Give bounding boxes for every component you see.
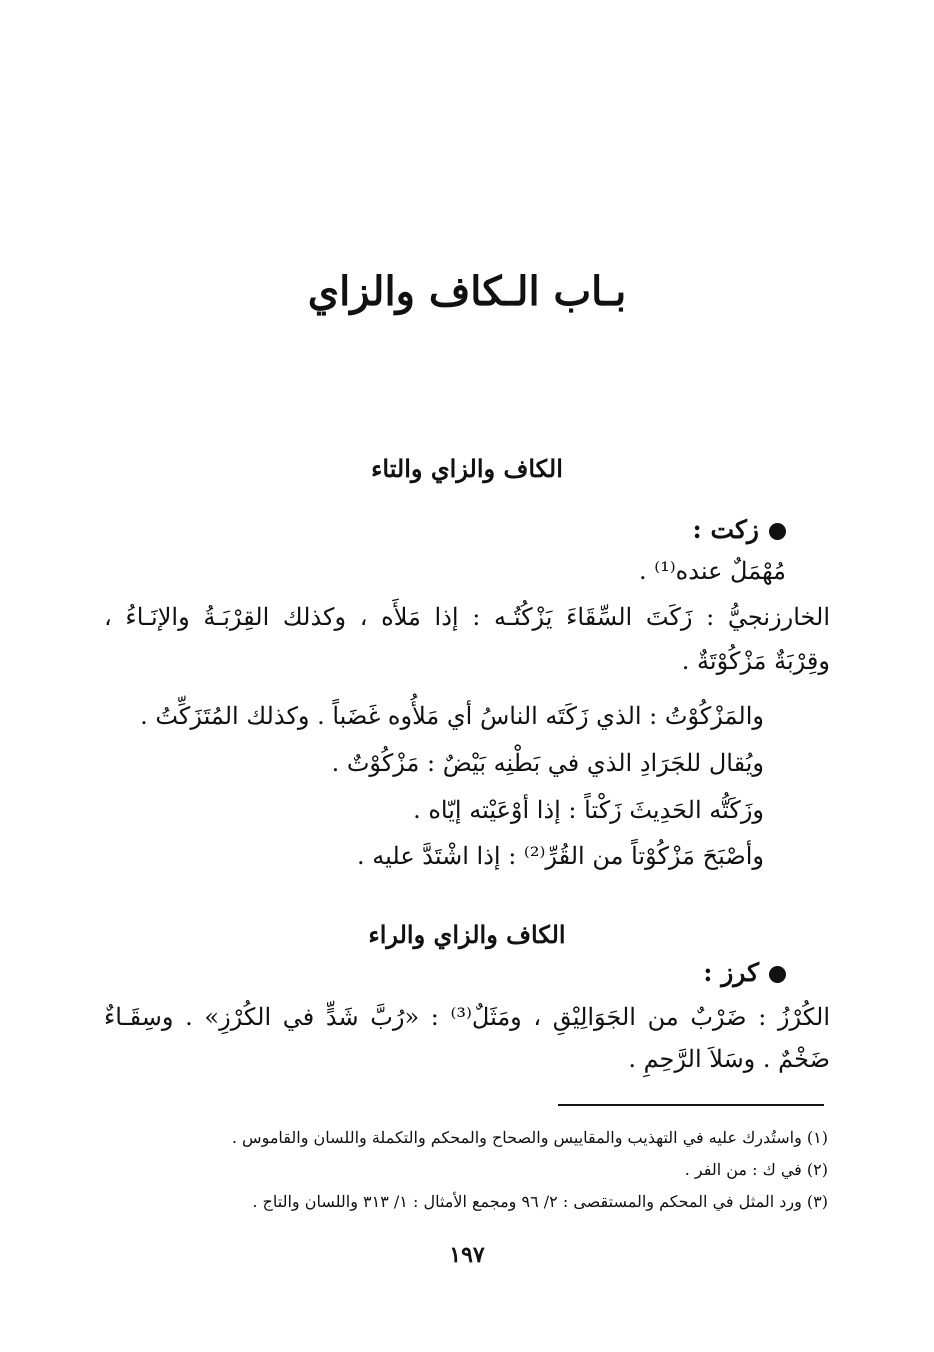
footnote: (١) واستُدرك عليه في التهذيب والمقاييس والصحاح والمحكم والتكملة واللسان والقاموس . xyxy=(231,1128,828,1147)
page-number: ١٩٧ xyxy=(449,1242,485,1268)
bullet-icon xyxy=(769,523,786,540)
entry-line: الخارزنجيُّ : زَكَتَ السِّقَاءَ يَزْكُتُـه : إذا مَلأَه ، وكذلك القِرْبَـةُ والإنَـاءُ ، xyxy=(104,603,830,631)
entry-root-label: كرز : xyxy=(703,958,759,987)
entry-head-zkt xyxy=(693,515,786,544)
entry-line: الكُرْزُ : ضَرْبٌ من الجَوَالِيْقِ ، ومَثَلٌ⁽³⁾ : «رُبَّ شَدٍّ في الكُرْزِ» . وسِقَـاءٌ xyxy=(104,1003,830,1031)
entry-line: ضَخْمٌ . وسَلاَ الرَّحِمِ . xyxy=(628,1045,830,1073)
entry-line: والمَزْكُوْتُ : الذي زَكَتَه الناسُ أي مَلأُوه غَضَباً . وكذلك المُتَزَكِّتُ . xyxy=(140,702,764,730)
entry-line: مُهْمَلٌ عنده⁽¹⁾ . xyxy=(638,557,786,585)
section-heading-kzr: الكاف والزاي والراء xyxy=(368,920,566,949)
entry-root-label: زكت : xyxy=(692,515,759,544)
section-heading-ktz: الكاف والزاي والتاء xyxy=(371,454,563,483)
footnote: (٢) في ك : من الفر . xyxy=(684,1160,828,1179)
footnote-divider xyxy=(558,1104,824,1106)
entry-line: ويُقال للجَرَادِ الذي في بَطْنِه بَيْضٌ : مَزْكُوْتٌ . xyxy=(331,749,764,777)
entry-line: وأصْبَحَ مَزْكُوْتاً من القُرِّ⁽²⁾ : إذا اشْتَدَّ عليه . xyxy=(357,842,764,870)
chapter-title: بـاب الـكاف والزاي xyxy=(307,268,627,315)
footnote: (٣) ورد المثل في المحكم والمستقصى : ٢/ ٩٦ ومجمع الأمثال : ١/ ٣١٣ واللسان والتاج . xyxy=(252,1192,828,1211)
entry-line: وقِرْبَةٌ مَزْكُوْتَةٌ . xyxy=(681,647,830,675)
entry-line: وزَكَتُّه الحَدِيثَ زَكْتاً : إذا أوْعَيْته إيّاه . xyxy=(413,796,764,824)
bullet-icon xyxy=(769,966,786,983)
entry-head-krz xyxy=(703,958,786,987)
